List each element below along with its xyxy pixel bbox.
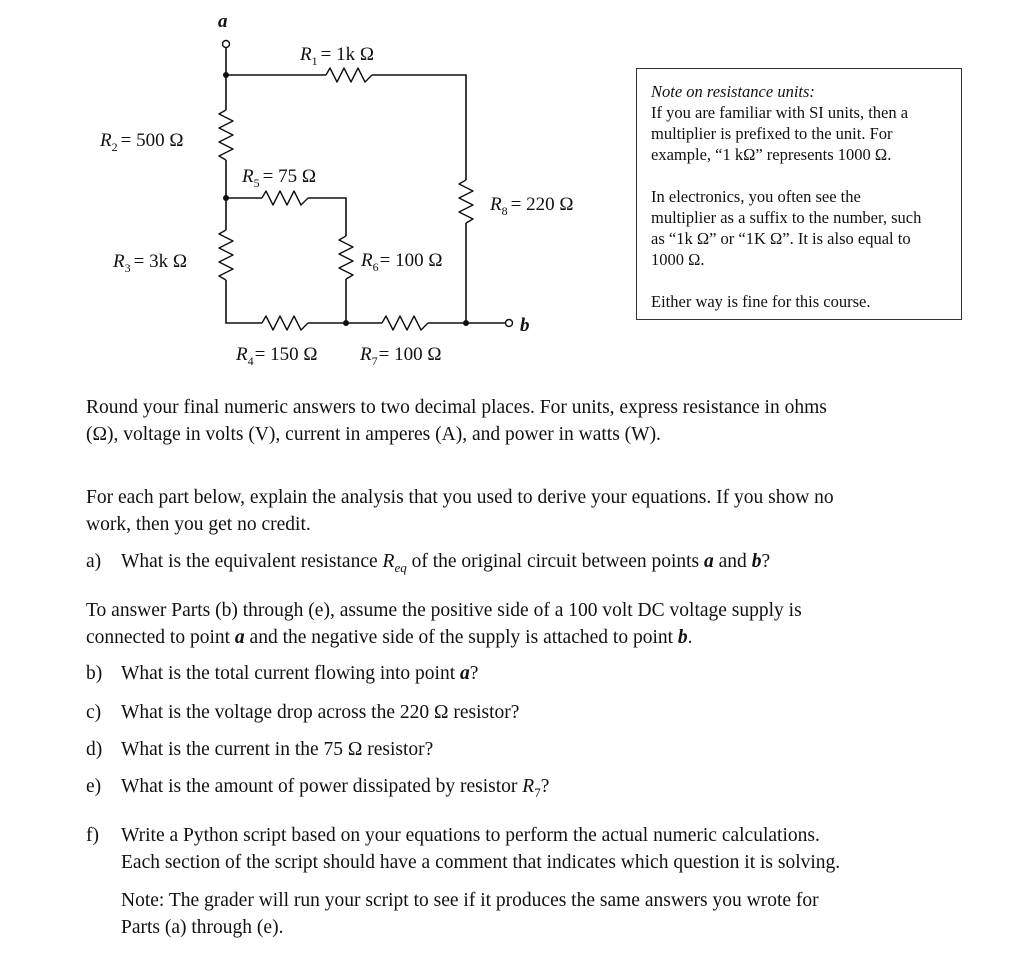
resistor-r3: [219, 230, 233, 280]
supply-instructions: To answer Parts (b) through (e), assume the positive side of a 100 volt DC voltage supply is connected to point a and the negative side of the supply is attached to point b.: [86, 600, 802, 648]
note-p2-line: 1000 Ω.: [651, 250, 705, 269]
note-p2-line: multiplier as a suffix to the number, such: [651, 208, 922, 227]
circuit-diagram: [0, 0, 620, 380]
resistance-units-note: [636, 68, 962, 320]
r7-label: $R_7= 100$ Ω: [360, 344, 442, 368]
note-p1-line: multiplier is prefixed to the unit. For: [651, 124, 893, 143]
note-p2-line: as “1k Ω” or “1K Ω”. It is also equal to: [651, 229, 911, 248]
resistor-r2: [219, 110, 233, 160]
terminal-b: [506, 320, 513, 327]
resistor-r6: [339, 236, 353, 279]
terminal-a: [223, 41, 230, 48]
note-p3: Either way is fine for this course.: [651, 292, 871, 311]
note-p1-line: If you are familiar with SI units, then a: [651, 103, 909, 122]
note-p2-line: In electronics, you often see the: [651, 187, 861, 206]
explain-instructions: For each part below, explain the analysis that you used to derive your equations. If you show no work, then you get no credit.: [86, 487, 834, 535]
resistor-r7: [382, 316, 428, 330]
r4-label: $R_4= 150$ Ω: [236, 344, 318, 368]
resistor-r4: [262, 316, 308, 330]
note-title: Note on resistance units:: [651, 82, 815, 101]
r8-label: $R_8 = 220$ Ω: [490, 194, 574, 218]
resistor-r8: [459, 180, 473, 223]
r5-label: $R_5 = 75$ Ω: [242, 166, 316, 190]
terminal-a-label: a: [218, 11, 228, 32]
r6-label: $R_6= 100$ Ω: [361, 250, 443, 274]
r3-label: $R_3 = 3k$ Ω: [113, 251, 187, 275]
resistor-r1: [326, 68, 372, 82]
terminal-b-label: b: [520, 315, 530, 336]
r2-label: $R_2 = 500$ Ω: [100, 130, 184, 154]
grader-note: Note: The grader will run your script to see if it produces the same answers you wrote for: [121, 890, 819, 911]
note-p1-line: example, “1 kΩ” represents 1000 Ω.: [651, 145, 892, 164]
rounding-instructions: Round your final numeric answers to two decimal places. For units, express resistance in ohms (Ω), voltage in volts (V), current in amperes (A), and power in watts (W).: [86, 397, 827, 445]
r1-label: $R_1 = 1k$ Ω: [300, 44, 374, 68]
resistor-r5: [262, 191, 308, 205]
